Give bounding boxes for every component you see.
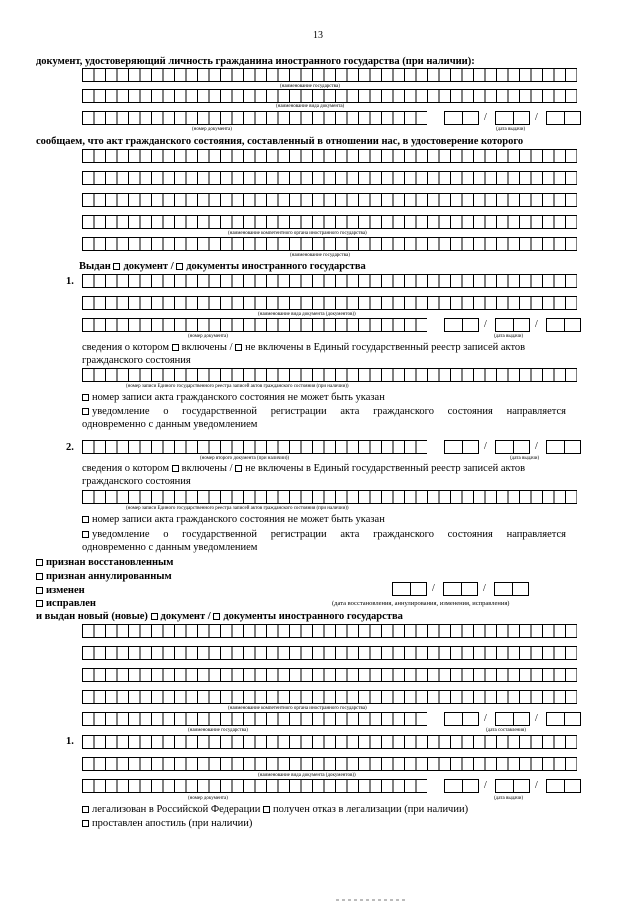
new-doc-header: и выдан новый (новые) документ / документы иностранного государства xyxy=(36,611,403,622)
date-slash: / xyxy=(484,441,487,452)
apostille-checkbox[interactable] xyxy=(82,820,89,827)
item2-info-line2: гражданского состояния xyxy=(82,476,191,487)
state-name-field[interactable] xyxy=(82,68,577,82)
issue-month-field[interactable] xyxy=(495,111,530,125)
new-authority-field-1[interactable] xyxy=(82,624,577,638)
new-authority-field-3[interactable] xyxy=(82,668,577,682)
item1-record-caption: (номер записи Единого государственного реестра записей актов гражданского состояния (при наличии)) xyxy=(126,384,349,389)
new-authority-field-4[interactable] xyxy=(82,690,577,704)
item1-info-line: сведения о котором включены / не включены в Единый государственный реестр записей актов xyxy=(82,342,526,353)
status-changed-option: изменен xyxy=(36,585,85,597)
item1-day-field[interactable] xyxy=(444,318,479,332)
item2-doc-number-field[interactable] xyxy=(82,440,427,454)
item1-notice-option: уведомление о государственной регистрации акта гражданского состояния направляется xyxy=(82,406,566,418)
item1-issue-date-caption: (дата выдачи) xyxy=(494,334,524,339)
item1-doc-type-caption: (наименование вида документа (документов)) xyxy=(258,312,356,317)
authority-field-4[interactable] xyxy=(82,215,577,229)
new-issue-date-caption: (дата выдачи) xyxy=(494,796,524,801)
date-slash: / xyxy=(483,583,486,594)
changed-checkbox[interactable] xyxy=(36,587,43,594)
scan-artifact xyxy=(336,899,406,901)
item1-doc-number-field[interactable] xyxy=(82,318,427,332)
item2-no-number-checkbox[interactable] xyxy=(82,516,89,523)
item1-doc-number-caption: (номер документа) xyxy=(188,334,228,339)
doc-number-field[interactable] xyxy=(82,111,427,125)
date-slash: / xyxy=(484,780,487,791)
item2-record-caption: (номер записи Единого государственного реестра записей актов гражданского состояния (при наличии)) xyxy=(126,506,349,511)
issue-year-field[interactable] xyxy=(546,111,581,125)
item2-doc-number-caption: (номер второго документа (при наличии)) xyxy=(200,456,290,461)
date-slash: / xyxy=(535,713,538,724)
item1-doc-type-field-2[interactable] xyxy=(82,296,577,310)
foreign-doc-header: документ, удостоверяющий личность гражданина иностранного государства (при наличии): xyxy=(36,56,475,67)
item2-excluded-checkbox[interactable] xyxy=(235,465,242,472)
docs-checkbox[interactable] xyxy=(176,263,183,270)
issued-header: Выдан документ / документы иностранного государства xyxy=(79,261,366,272)
status-year-field[interactable] xyxy=(494,582,529,596)
new-doc-checkbox[interactable] xyxy=(151,613,158,620)
item2-record-number-field[interactable] xyxy=(82,490,577,504)
item2-no-number-option: номер записи акта гражданского состояния не может быть указан xyxy=(82,514,385,526)
status-restored-option: признан восстановленным xyxy=(36,557,173,569)
date-slash: / xyxy=(535,441,538,452)
item2-notice-line2: одновременно с данным уведомлением xyxy=(82,542,258,553)
new-doc-number-caption: (номер документа) xyxy=(188,796,228,801)
item1-doc-type-field-1[interactable] xyxy=(82,274,577,288)
item1-info-line2: гражданского состояния xyxy=(82,355,191,366)
item1-year-field[interactable] xyxy=(546,318,581,332)
item2-day-field[interactable] xyxy=(444,440,479,454)
compile-day-field[interactable] xyxy=(444,712,479,726)
new-state-caption: (наименование государства) xyxy=(188,728,248,733)
legalized-checkbox[interactable] xyxy=(82,806,89,813)
status-day-field[interactable] xyxy=(392,582,427,596)
issue-date-caption: (дата выдачи) xyxy=(496,127,526,132)
new-issue-year-field[interactable] xyxy=(546,779,581,793)
item2-notice-checkbox[interactable] xyxy=(82,531,89,538)
item1-month-field[interactable] xyxy=(495,318,530,332)
status-date-caption: (дата восстановления, аннулирования, изменения, исправления) xyxy=(332,600,510,607)
restored-checkbox[interactable] xyxy=(36,559,43,566)
new-doc-number-field[interactable] xyxy=(82,779,427,793)
doc-type-caption: (наименование вида документа) xyxy=(276,104,345,109)
date-slash: / xyxy=(535,780,538,791)
new-doc-type-field-2[interactable] xyxy=(82,757,577,771)
date-slash: / xyxy=(484,319,487,330)
new-doc-type-caption: (наименование вида документа (документов)) xyxy=(258,773,356,778)
authority-field-2[interactable] xyxy=(82,171,577,185)
authority-field-1[interactable] xyxy=(82,149,577,163)
new-state-field[interactable] xyxy=(82,712,427,726)
item2-month-field[interactable] xyxy=(495,440,530,454)
report-state-caption: (наименование государства) xyxy=(290,253,350,258)
authority-field-3[interactable] xyxy=(82,193,577,207)
page-number: 13 xyxy=(313,30,323,41)
item2-notice-option: уведомление о государственной регистрации акта гражданского состояния направляется xyxy=(82,529,566,541)
doc-checkbox[interactable] xyxy=(113,263,120,270)
item1-included-checkbox[interactable] xyxy=(172,344,179,351)
state-name-caption: (наименование государства) xyxy=(280,84,340,89)
compile-month-field[interactable] xyxy=(495,712,530,726)
status-annulled-option: признан аннулированным xyxy=(36,571,172,583)
corrected-checkbox[interactable] xyxy=(36,600,43,607)
annulled-checkbox[interactable] xyxy=(36,573,43,580)
item-1-number: 1. xyxy=(66,276,74,287)
legalization-refused-checkbox[interactable] xyxy=(263,806,270,813)
item1-notice-line2: одновременно с данным уведомлением xyxy=(82,419,258,430)
new-authority-field-2[interactable] xyxy=(82,646,577,660)
compile-date-caption: (дата составления) xyxy=(486,728,526,733)
doc-number-caption: (номер документа) xyxy=(192,127,232,132)
item1-notice-checkbox[interactable] xyxy=(82,408,89,415)
status-corrected-option: исправлен xyxy=(36,598,96,610)
date-slash: / xyxy=(484,112,487,123)
item2-info-line: сведения о котором включены / не включены в Единый государственный реестр записей актов xyxy=(82,463,526,474)
date-slash: / xyxy=(535,319,538,330)
item2-issue-date-caption: (дата выдачи) xyxy=(510,456,540,461)
report-header: сообщаем, что акт гражданского состояния, составленный в отношении нас, в удостоверение которого xyxy=(36,136,524,147)
new-item-1-number: 1. xyxy=(66,736,74,747)
new-issue-month-field[interactable] xyxy=(495,779,530,793)
new-doc-type-field-1[interactable] xyxy=(82,735,577,749)
date-slash: / xyxy=(484,713,487,724)
new-docs-checkbox[interactable] xyxy=(213,613,220,620)
date-slash: / xyxy=(535,112,538,123)
compile-year-field[interactable] xyxy=(546,712,581,726)
item1-excluded-checkbox[interactable] xyxy=(235,344,242,351)
item1-no-number-checkbox[interactable] xyxy=(82,394,89,401)
item2-year-field[interactable] xyxy=(546,440,581,454)
item1-record-number-field[interactable] xyxy=(82,368,577,382)
authority-caption: (наименование компетентного органа иностранного государства) xyxy=(228,231,367,236)
new-authority-caption: (наименование компетентного органа иностранного государства) xyxy=(228,706,367,711)
new-issue-day-field[interactable] xyxy=(444,779,479,793)
apostille-line: проставлен апостиль (при наличии) xyxy=(82,818,252,830)
item1-no-number-option: номер записи акта гражданского состояния не может быть указан xyxy=(82,392,385,404)
item2-included-checkbox[interactable] xyxy=(172,465,179,472)
date-slash: / xyxy=(432,583,435,594)
issue-day-field[interactable] xyxy=(444,111,479,125)
item-2-number: 2. xyxy=(66,442,74,453)
legalization-line: легализован в Российской Федерации получен отказ в легализации (при наличии) xyxy=(82,804,468,816)
status-month-field[interactable] xyxy=(443,582,478,596)
report-state-field[interactable] xyxy=(82,237,577,251)
doc-type-field[interactable] xyxy=(82,89,577,103)
